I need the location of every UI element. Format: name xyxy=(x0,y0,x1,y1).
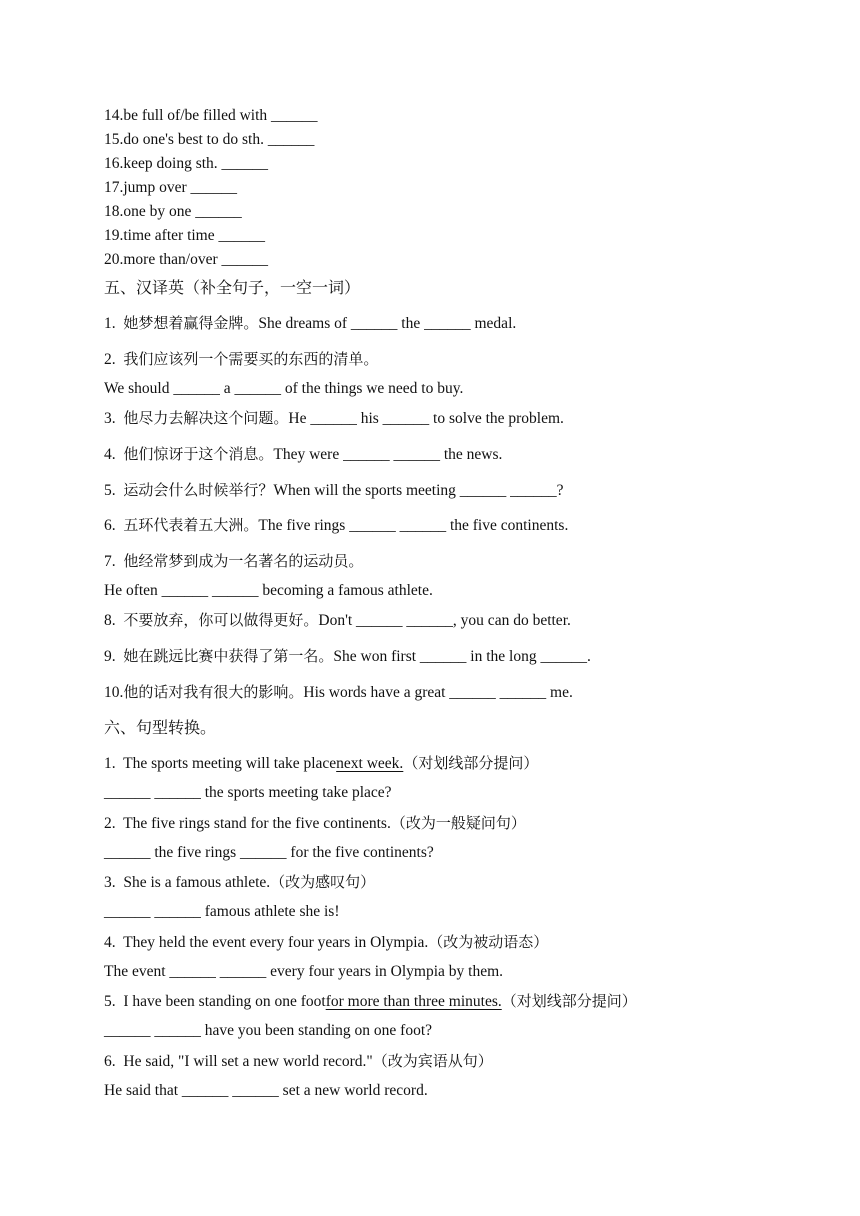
translation-item-5 xyxy=(104,479,564,502)
chinese-sentence: 五环代表着五大洲。 xyxy=(123,516,259,534)
vocab-item: 20.more than/over ______ xyxy=(104,251,269,268)
answer-line: He said that ______ ______ set a new world record. xyxy=(104,1082,428,1099)
item-number: 2. xyxy=(104,351,116,368)
english-sentence: His words have a great ______ ______ me. xyxy=(303,684,573,701)
translation-item-2 xyxy=(104,348,378,371)
translation-item-8 xyxy=(104,609,571,632)
instruction-note: （对划线部分提问） xyxy=(403,754,539,772)
underlined-part: next week. xyxy=(336,755,404,772)
translation-item-3 xyxy=(104,407,564,430)
vocab-item: 18.one by one ______ xyxy=(104,203,242,220)
original-sentence: They held the event every four years in Olympia. xyxy=(123,934,429,951)
underlined-part: for more than three minutes. xyxy=(325,993,502,1010)
original-sentence: I have been standing on one foot xyxy=(123,993,326,1010)
english-sentence: She dreams of ______ the ______ medal. xyxy=(258,315,517,332)
answer-line: The event ______ ______ every four years in Olympia by them. xyxy=(104,963,504,980)
chinese-sentence: 她在跳远比赛中获得了第一名。 xyxy=(123,647,334,665)
item-number: 5. xyxy=(104,482,116,499)
instruction-note: （对划线部分提问） xyxy=(501,992,637,1010)
instruction-note: （改为宾语从句） xyxy=(372,1052,493,1070)
original-sentence: He said, "I will set a new world record." xyxy=(123,1053,373,1070)
transform-item-3 xyxy=(104,871,375,894)
item-number: 3. xyxy=(104,410,116,427)
item-number: 3. xyxy=(104,874,116,891)
item-number: 2. xyxy=(104,815,116,832)
transform-item-2 xyxy=(104,812,526,835)
item-number: 6. xyxy=(104,517,116,534)
chinese-sentence: 不要放弃，你可以做得更好。 xyxy=(123,611,319,629)
vocab-item: 14.be full of/be filled with ______ xyxy=(104,107,318,124)
section-5-title: 五、汉译英（补全句子，一空一词） xyxy=(104,278,361,297)
transform-item-5 xyxy=(104,990,637,1013)
instruction-note: （改为感叹句） xyxy=(270,873,376,891)
transform-item-4 xyxy=(104,931,548,954)
original-sentence: The five rings stand for the five continents. xyxy=(123,815,391,832)
original-sentence: She is a famous athlete. xyxy=(123,874,271,891)
item-number: 4. xyxy=(104,446,116,463)
vocab-item: 15.do one's best to do sth. ______ xyxy=(104,131,315,148)
chinese-sentence: 他经常梦到成为一名著名的运动员。 xyxy=(123,552,364,570)
translation-item-10 xyxy=(104,681,573,704)
answer-line: ______ ______ famous athlete she is! xyxy=(104,903,340,920)
english-sentence: She won first ______ in the long ______. xyxy=(333,648,591,665)
english-sentence: They were ______ ______ the news. xyxy=(273,446,503,463)
translation-item-9 xyxy=(104,645,591,668)
english-sentence: He often ______ ______ becoming a famous athlete. xyxy=(104,582,433,599)
answer-line: ______ ______ have you been standing on one foot? xyxy=(104,1022,433,1039)
translation-item-1 xyxy=(104,312,516,335)
item-number: 8. xyxy=(104,612,116,629)
chinese-sentence: 我们应该列一个需要买的东西的清单。 xyxy=(123,350,379,368)
item-number: 4. xyxy=(104,934,116,951)
original-sentence: The sports meeting will take place xyxy=(123,755,337,772)
chinese-sentence: 他们惊讶于这个消息。 xyxy=(123,445,274,463)
answer-line: ______ ______ the sports meeting take place? xyxy=(104,784,392,801)
transform-item-6 xyxy=(104,1050,493,1073)
item-number: 5. xyxy=(104,993,116,1010)
chinese-sentence: 他尽力去解决这个问题。 xyxy=(123,409,289,427)
item-number: 6. xyxy=(104,1053,116,1070)
vocab-item: 19.time after time ______ xyxy=(104,227,265,244)
vocab-item: 17.jump over ______ xyxy=(104,179,238,196)
translation-item-6 xyxy=(104,514,568,537)
english-sentence: When will the sports meeting ______ ______? xyxy=(273,482,564,499)
item-number: 10. xyxy=(104,684,124,701)
chinese-sentence: 运动会什么时候举行？ xyxy=(123,481,274,499)
chinese-sentence: 他的话对我有很大的影响。 xyxy=(123,683,304,701)
section-6-title: 六、句型转换。 xyxy=(104,718,217,737)
item-number: 1. xyxy=(104,315,116,332)
chinese-sentence: 她梦想着赢得金牌。 xyxy=(123,314,259,332)
item-number: 1. xyxy=(104,755,116,772)
english-sentence: We should ______ a ______ of the things we need to buy. xyxy=(104,380,464,397)
instruction-note: （改为被动语态） xyxy=(428,933,549,951)
english-sentence: Don't ______ ______, you can do better. xyxy=(318,612,571,629)
answer-line: ______ the five rings ______ for the five continents? xyxy=(104,844,434,861)
vocab-list xyxy=(104,104,318,272)
english-sentence: He ______ his ______ to solve the problem. xyxy=(288,410,564,427)
vocab-item: 16.keep doing sth. ______ xyxy=(104,155,269,172)
transform-item-1 xyxy=(104,752,538,775)
instruction-note: （改为一般疑问句） xyxy=(390,814,526,832)
item-number: 9. xyxy=(104,648,116,665)
translation-item-7 xyxy=(104,550,363,573)
english-sentence: The five rings ______ ______ the five continents. xyxy=(258,517,569,534)
translation-item-4 xyxy=(104,443,502,466)
item-number: 7. xyxy=(104,553,116,570)
